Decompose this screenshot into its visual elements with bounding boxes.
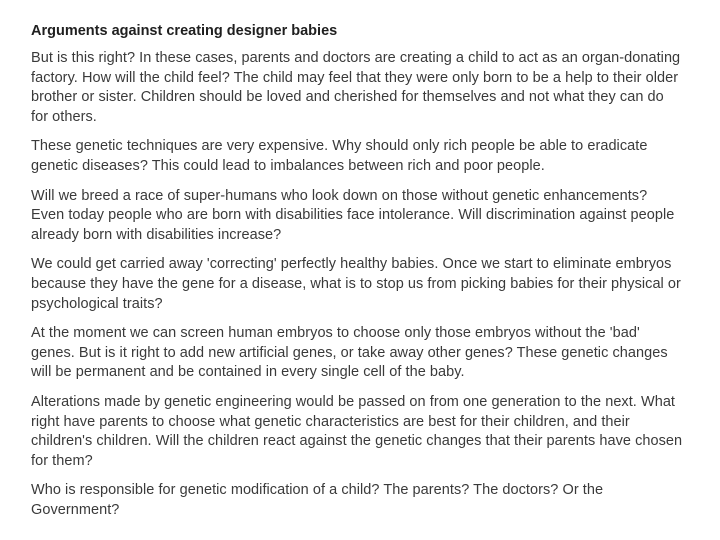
paragraph-2: These genetic techniques are very expensive. Why should only rich people be able to eradicate genetic diseases? This could lead to imbalances between rich and poor people. [31, 138, 648, 174]
paragraph-7: Who is responsible for genetic modification of a child? The parents? The doctors? Or the Government? [31, 482, 604, 518]
paragraph-5: At the moment we can screen human embryos to choose only those embryos without the 'bad' genes. But is it right to add new artificial genes, or take away other genes? These genetic changes will be permanent and be contained in every single cell of the baby. [31, 325, 668, 381]
paragraph-3: Will we breed a race of super-humans who look down on those without genetic enhancements? Even today people who are born with disabilities face intolerance. Will discrimination against people already born with disabilities increase? [31, 187, 675, 243]
page-title: Arguments against creating designer babies [31, 23, 338, 39]
paragraph-6: Alterations made by genetic engineering would be passed on from one generation to the next. What right have parents to choose what genetic characteristics are best for their children, and their children's children. Will the children react against the genetic changes that their parents have chosen for them? [31, 393, 683, 469]
paragraph-1: But is this right? In these cases, parents and doctors are creating a child to act as an organ-donating factory. How will the child feel? The child may feel that they were only born to be a help to their older brother or sister. Children should be loved and cherished for themselves and not what they can do for others. [31, 50, 681, 125]
paragraph-4: We could get carried away 'correcting' perfectly healthy babies. Once we start to eliminate embryos because they have the gene for a disease, what is to stop us from picking babies for their physical or psychological traits? [31, 256, 681, 312]
document-page [31, 22, 683, 530]
